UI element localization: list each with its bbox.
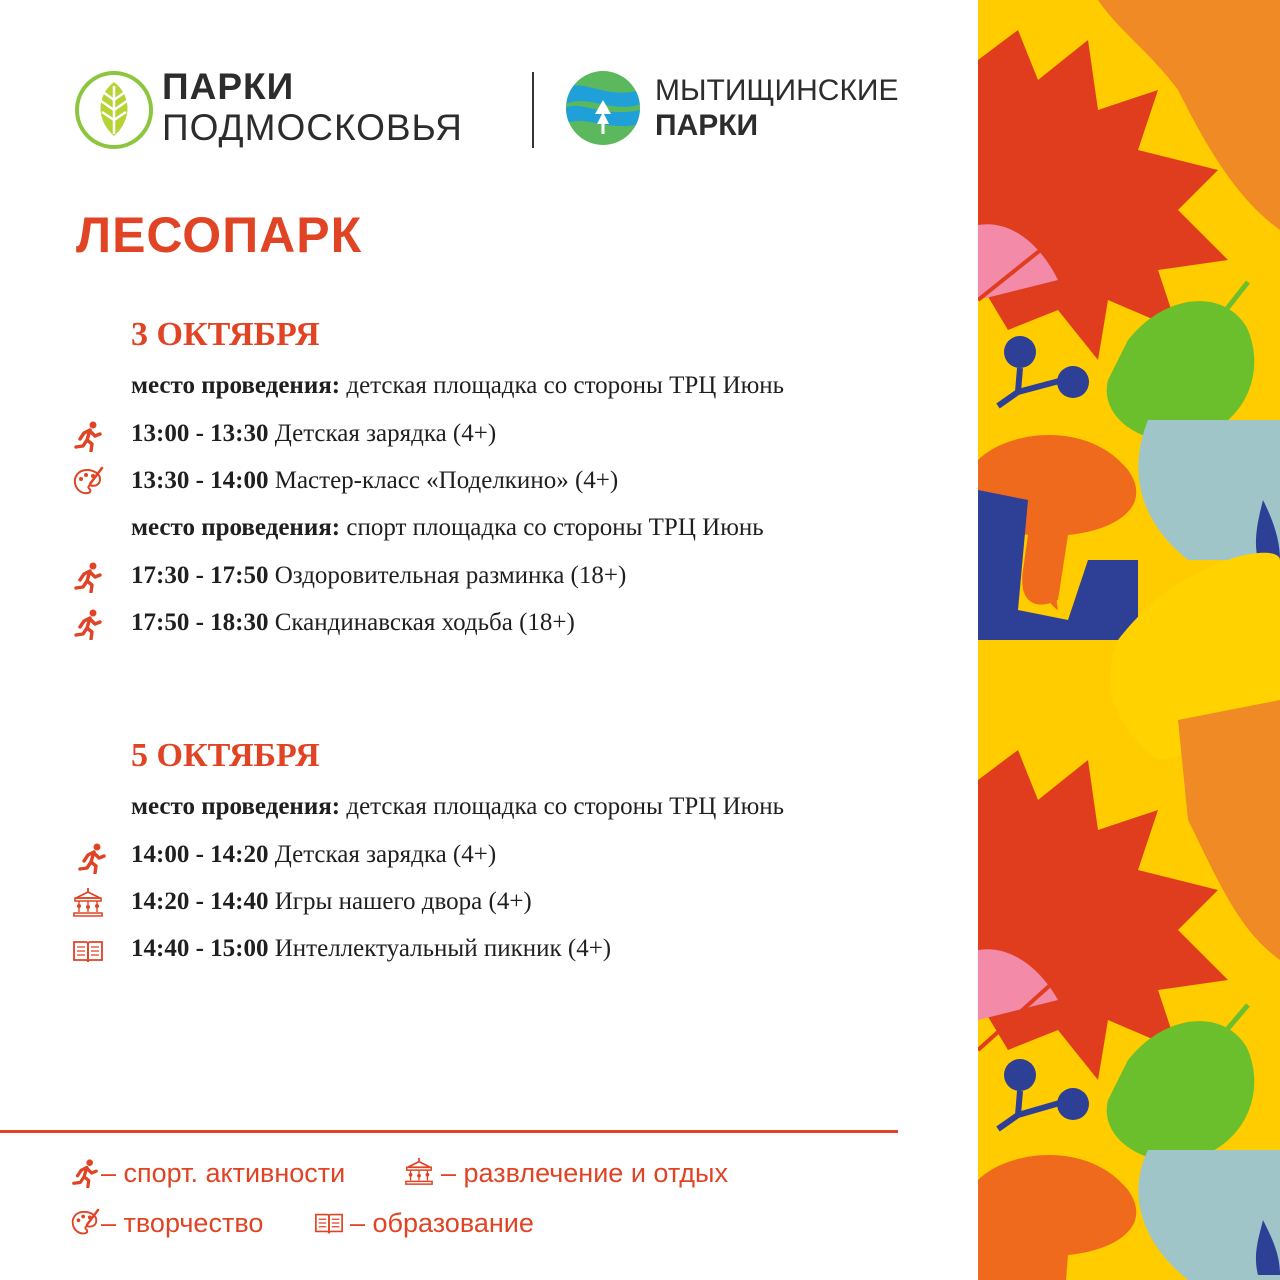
- event-title: Детская зарядка (4+): [268, 420, 497, 447]
- parki-podmoskovya-logo: [74, 70, 154, 150]
- event-title: Оздоровительная разминка (18+): [268, 562, 627, 589]
- event-row: [131, 562, 626, 590]
- event-time: 17:50 - 18:30: [131, 609, 269, 636]
- event-time: 17:30 - 17:50: [131, 562, 269, 589]
- sport-icon: [76, 842, 108, 874]
- book-icon: [72, 935, 104, 967]
- sport-icon: [72, 561, 104, 593]
- art-palette-icon: [72, 466, 104, 498]
- date-heading-day2: 5 ОКТЯБРЯ: [131, 737, 320, 774]
- venue-line: [131, 793, 784, 821]
- event-row: [131, 935, 611, 963]
- venue-line: [131, 514, 764, 542]
- event-title: Игры нашего двора (4+): [268, 888, 532, 915]
- sport-icon: [72, 608, 104, 640]
- event-time: 14:00 - 14:20: [131, 841, 269, 868]
- legend-creative: – творчество: [101, 1208, 264, 1238]
- event-title: Скандинавская ходьба (18+): [268, 609, 575, 636]
- brand2-line2: ПАРКИ: [655, 108, 759, 142]
- event-title: Интеллектуальный пикник (4+): [268, 935, 612, 962]
- page-title: ЛЕСОПАРК: [76, 207, 363, 263]
- header-divider: [532, 72, 534, 148]
- mytishchinskie-parki-logo: [565, 70, 641, 146]
- date-heading-day1: 3 ОКТЯБРЯ: [131, 316, 320, 353]
- venue-text: спорт площадка со стороны ТРЦ Июнь: [340, 514, 764, 541]
- book-icon: [314, 1208, 344, 1238]
- brand-parki-podmoskovya: [162, 68, 463, 146]
- venue-text: детская площадка со стороны ТРЦ Июнь: [340, 372, 785, 399]
- venue-label: место проведения:: [131, 372, 341, 399]
- event-row: [131, 888, 532, 916]
- event-row: [131, 841, 496, 869]
- legend-leisure: – развлечение и отдых: [441, 1158, 728, 1188]
- autumn-leaves-decoration: [978, 0, 1280, 1280]
- carousel-icon: [404, 1156, 434, 1186]
- event-time: 14:40 - 15:00: [131, 935, 269, 962]
- art-palette-icon: [70, 1208, 100, 1238]
- legend-education: – образование: [350, 1208, 534, 1238]
- event-title: Детская зарядка (4+): [268, 841, 497, 868]
- venue-text: детская площадка со стороны ТРЦ Июнь: [340, 793, 785, 820]
- brand-mytishchinskie-parki: [655, 74, 899, 143]
- footer-divider: [0, 1130, 898, 1133]
- event-row: [131, 420, 496, 448]
- event-row: [131, 609, 575, 637]
- brand1-line1: ПАРКИ: [162, 66, 295, 107]
- event-time: 13:30 - 14:00: [131, 467, 269, 494]
- event-time: 14:20 - 14:40: [131, 888, 269, 915]
- venue-line: [131, 372, 784, 400]
- venue-label: место проведения:: [131, 793, 341, 820]
- event-time: 13:00 - 13:30: [131, 420, 269, 447]
- brand2-line1: МЫТИЩИНСКИЕ: [655, 74, 899, 107]
- sport-icon: [72, 420, 104, 452]
- legend-sport: – спорт. активности: [101, 1158, 346, 1188]
- event-row: [131, 467, 618, 495]
- brand1-line2: ПОДМОСКОВЬЯ: [162, 107, 463, 148]
- carousel-icon: [72, 886, 104, 918]
- venue-label: место проведения:: [131, 514, 341, 541]
- sport-icon: [70, 1158, 100, 1188]
- event-title: Мастер-класс «Поделкино» (4+): [268, 467, 619, 494]
